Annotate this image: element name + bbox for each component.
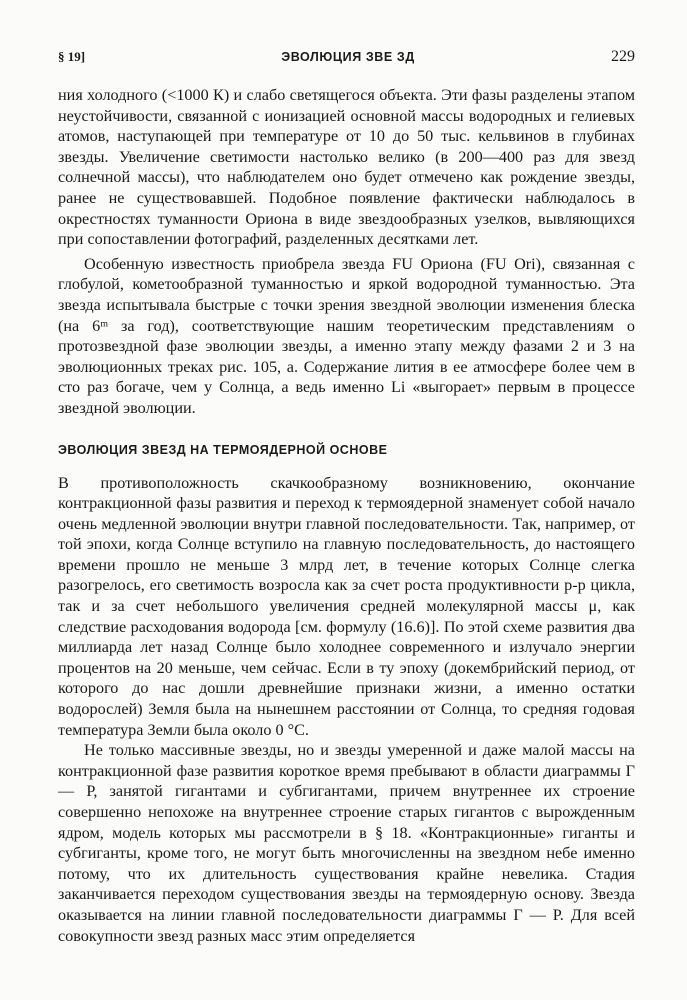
page-body xyxy=(58,85,635,946)
running-title: ЭВОЛЮЦИЯ ЗВЕ ЗД xyxy=(281,50,415,64)
section-ref: § 19] xyxy=(58,49,86,64)
paragraph: В противоположность скачкообразному возникновению, окончание контракционной фазы развития и переход к термоядерной знаменует собой начало очень медленной эволюции внутри главной последовательности. Так, например, от той эпохи, когда Солнце вступило на главную последовательность, до настоящего времени прошло не меньше 3 млрд лет, в течение которых Солнце слегка разогрелось, его светимость возросла как за счет роста продуктивности p-p цикла, так и за счет небольшого увеличения средней молекулярной массы μ, как следствие расходования водорода [см. формулу (16.6)]. По этой схеме развития два миллиарда лет назад Солнце было холоднее современного и излучало энергии процентов на 20 меньше, чем сейчас. Если в ту эпоху (докембрийский период, от которого до нас дошли древнейшие признаки жизни, а именно остатки водорослей) Земля была на нынешнем расстоянии от Солнца, то средняя годовая температура Земли была около 0 °С. xyxy=(58,473,635,739)
page-number: 229 xyxy=(610,48,635,65)
paragraph: Особенную известность приобрела звезда FU Ориона (FU Ori), связанная с глобулой, кометообразной туманностью и яркой водородной туманностью. Эта звезда испытывала быстрые с точки зрения звездной эволюции изменения блеска (на 6ᵐ за год), соответствующие нашим теоретическим представлениям о протозвездной фазе эволюции звезды, а именно этапу между фазами 2 и 3 на эволюционных треках рис. 105, а. Содержание лития в ее атмосфере более чем в сто раз богаче, чем у Солнца, а ведь именно Li «выгорает» первым в процессе звездной эволюции. xyxy=(58,254,635,417)
paragraph: Не только массивные звезды, но и звезды умеренной и даже малой массы на контракционной фазе развития короткое время пребывают в области диаграммы Г — Р, занятой гигантами и субгигантами, причем внутреннее их строение совершенно непохоже на внутреннее строение старых гигантов с вырожденным ядром, модель которых мы рассмотрели в § 18. «Контракционные» гиганты и субгиганты, кроме того, не могут быть многочисленны на звездном небе именно потому, что их длительность существования крайне невелика. Стадия заканчивается переходом существования звезды на термоядерную основу. Звезда оказывается на линии главной последовательности диаграммы Г — Р. Для всей совокупности звезд разных масс этим определяется xyxy=(58,741,635,945)
paragraph: ния холодного (<1000 К) и слабо светящегося объекта. Эти фазы разделены этапом неустойчивости, связанной с ионизацией основной массы водородных и гелиевых атомов, наступающей при температуре от 10 до 50 тыс. кельвинов в глубинах звезды. Увеличение светимости настолько велико (в 200—400 раз для звезд солнечной массы), что наблюдателем оно будет отмечено как рождение звезды, ранее не существовавшей. Подобное появление фактически наблюдалось в окрестностях туманности Ориона в виде звездообразных узелков, вывляющихся при сопоставлении фотографий, разделенных десятками лет. xyxy=(58,86,635,249)
page-header xyxy=(58,46,635,68)
section-heading: ЭВОЛЮЦИЯ ЗВЕЗД НА ТЕРМОЯДЕРНОЙ ОСНОВЕ xyxy=(58,442,388,457)
